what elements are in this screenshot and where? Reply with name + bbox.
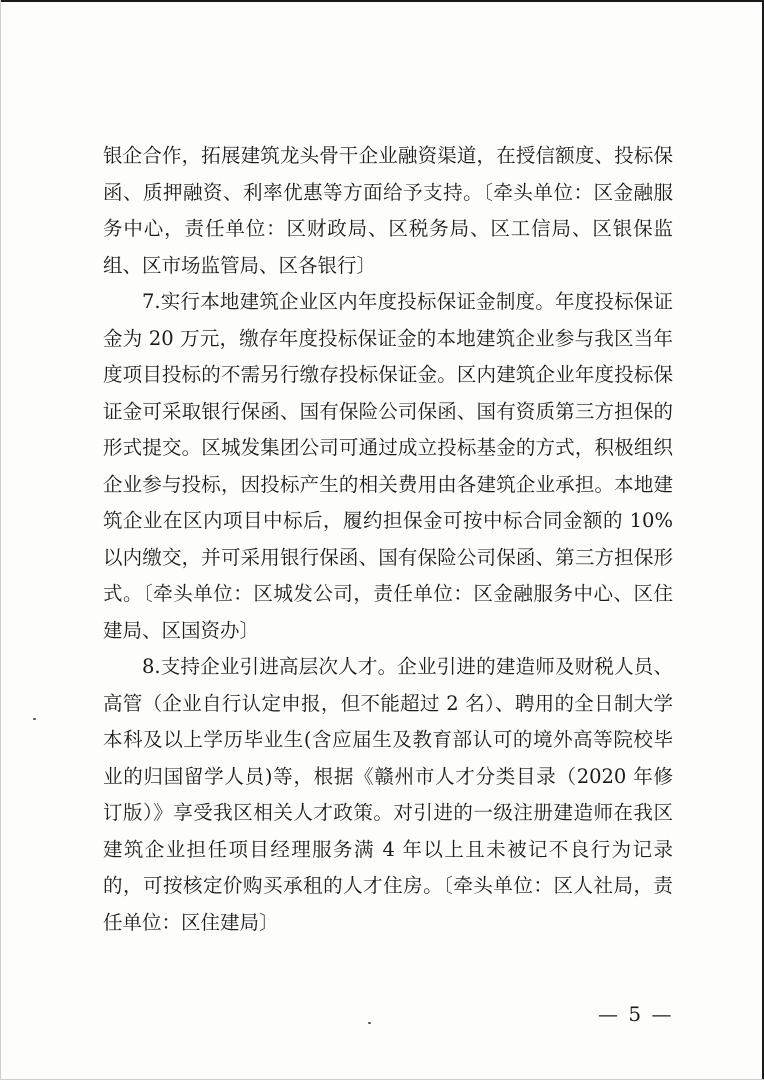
document-body — [103, 138, 673, 941]
paragraph-continuation: 银企合作，拓展建筑龙头骨干企业融资渠道，在授信额度、投标保函、质押融资、利率优惠等方面给予支持。〔牵头单位：区金融服务中心，责任单位：区财政局、区税务局、区工信局、区银保监组、区市场监管局、区各银行〕 — [103, 144, 673, 277]
paragraph-item-7: 7.实行本地建筑企业区内年度投标保证金制度。年度投标保证金为 20 万元，缴存年度投标保证金的本地建筑企业参与我区当年度项目投标的不需另行缴存投标保证金。区内建筑企业年度投标保证金可采取银行保函、国有保险公司保函、国有资质第三方担保的形式提交。区城发集团公司可通过成立投标基金的方式，积极组织企业参与投标，因投标产生的相关费用由各建筑企业承担。本地建筑企业在区内项目中标后，履约担保金可按中标合同金额的 10%以内缴交，并可采用银行保函、国有保险公司保函、第三方担保形式。〔牵头单位：区城发公司，责任单位：区金融服务中心、区住建局、区国资办〕 — [103, 290, 673, 642]
paragraph-item-8: 8.支持企业引进高层次人才。企业引进的建造师及财税人员、高管（企业自行认定申报，但不能超过 2 名）、聘用的全日制大学本科及以上学历毕业生(含应届生及教育部认可的境外高等院校毕业的归国留学人员)等，根据《赣州市人才分类目录（2020 年修订版）》享受我区相关人才政策。对引进的一级注册建造师在我区建筑企业担任项目经理服务满 4 年以上且未被记不良行为记录的，可按核定价购买承租的人才住房。〔牵头单位：区人社局，责任单位：区住建局〕 — [103, 655, 673, 934]
scan-speck — [33, 718, 36, 720]
scan-border-left — [0, 0, 1, 1080]
scan-speck — [368, 1022, 371, 1024]
page-number: — 5 — — [598, 1002, 674, 1026]
scan-border-top — [0, 0, 764, 2]
